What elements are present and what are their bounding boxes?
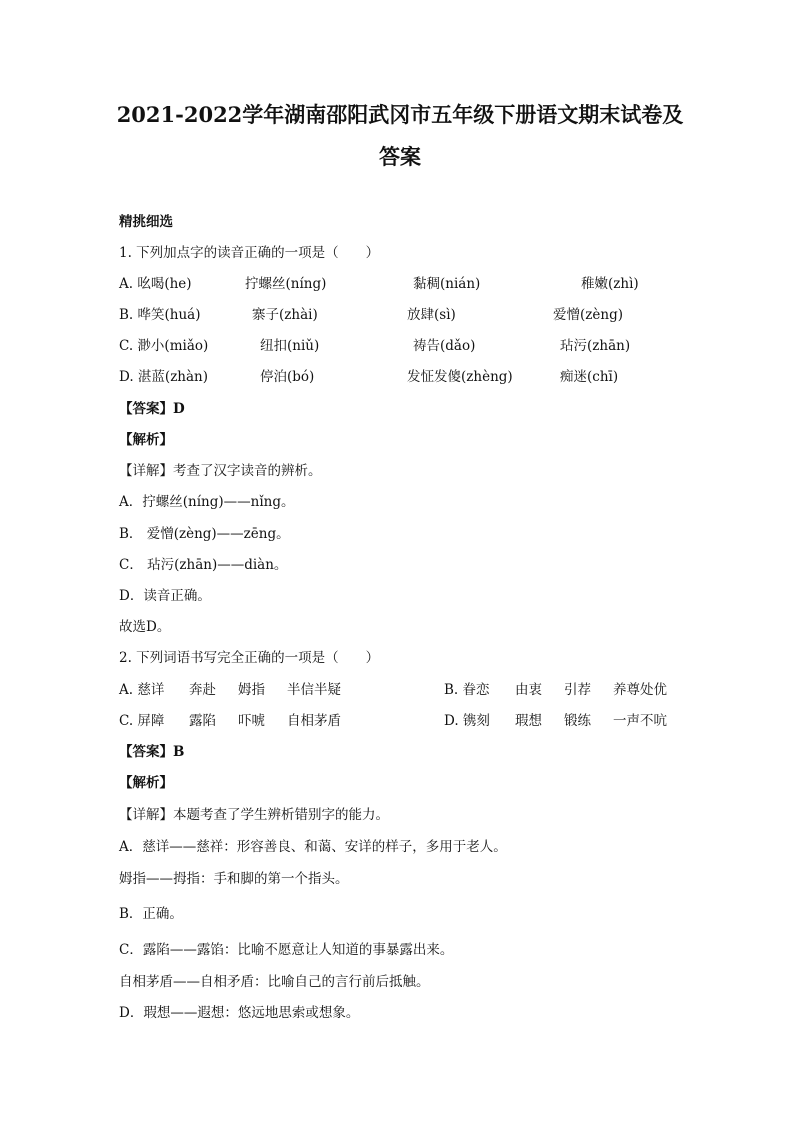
q2-b-word-2: 由衷 <box>515 682 542 698</box>
q1-stem: 1. 下列加点字的读音正确的一项是（ ） <box>119 245 380 261</box>
q1-explain-a: A．拧螺丝(níng)——nǐng。 <box>119 494 295 510</box>
q2-b-word-4: 养尊处优 <box>613 682 667 698</box>
q1-d-word-4: 痴迷(chī) <box>560 369 619 385</box>
q2-a-word-4: 半信半疑 <box>287 682 341 698</box>
q1-d-word-2: 停泊(bó) <box>260 369 315 385</box>
q2-c-word-2: 露陷 <box>189 713 216 729</box>
q1-conclusion: 故选D。 <box>119 619 171 635</box>
q1-a-word-1: A. 吆喝(he) <box>119 276 192 292</box>
q1-b-word-2: 寨子(zhài) <box>252 307 318 323</box>
q1-explain-d: D．读音正确。 <box>119 588 211 604</box>
q2-explain-b: B．正确。 <box>119 906 183 922</box>
q1-a-word-2: 拧螺丝(níng) <box>245 276 327 292</box>
q1-c-word-3: 祷告(dǎo) <box>413 338 476 354</box>
q2-d-word-4: 一声不吭 <box>613 713 667 729</box>
q2-c-word-1: C. 屏障 <box>119 713 165 729</box>
q2-b-word-1: B. 眷恋 <box>444 682 490 698</box>
q2-stem: 2. 下列词语书写完全正确的一项是（ ） <box>119 650 380 666</box>
section-heading: 精挑细选 <box>119 214 173 230</box>
q1-c-word-4: 玷污(zhān) <box>560 338 631 354</box>
q1-a-word-4: 稚嫩(zhì) <box>581 276 639 292</box>
q1-detail: 【详解】考查了汉字读音的辨析。 <box>119 463 322 479</box>
q2-c-word-4: 自相茅盾 <box>287 713 341 729</box>
q1-b-word-4: 爱憎(zèng) <box>553 307 623 323</box>
q1-b-word-3: 放肆(sì) <box>407 307 456 323</box>
q2-a-word-2: 奔赴 <box>189 682 216 698</box>
title-line-1: 2021-2022学年湖南邵阳武冈市五年级下册语文期末试卷及 <box>116 102 684 127</box>
q2-explain-a2: 姆指——拇指：手和脚的第一个指头。 <box>119 871 349 887</box>
q1-c-word-1: C. 渺小(miǎo) <box>119 338 209 354</box>
q2-a-word-3: 姆指 <box>238 682 265 698</box>
q2-answer: 【答案】B <box>119 744 185 760</box>
q1-c-word-2: 纽扣(niǔ) <box>260 338 320 354</box>
q2-detail: 【详解】本题考查了学生辨析错别字的能力。 <box>119 807 389 823</box>
q1-explain-c: C． 玷污(zhān)——diàn。 <box>119 557 288 573</box>
q1-a-word-3: 黏稠(nián) <box>413 276 481 292</box>
q2-d-word-2: 瑕想 <box>515 713 542 729</box>
q2-d-word-1: D. 镌刻 <box>444 713 490 729</box>
q1-analysis-label: 【解析】 <box>119 432 173 448</box>
q1-answer: 【答案】D <box>119 401 185 417</box>
q2-b-word-3: 引荐 <box>564 682 591 698</box>
document-title <box>110 94 690 178</box>
q1-b-word-1: B. 哗笑(huá) <box>119 307 201 323</box>
q2-c-word-3: 吓唬 <box>238 713 265 729</box>
q1-explain-b: B． 爱憎(zèng)——zēng。 <box>119 526 290 542</box>
q2-explain-c2: 自相茅盾——自相矛盾：比喻自己的言行前后抵触。 <box>119 974 430 990</box>
q2-explain-a1: A．慈详——慈祥：形容善良、和蔼、安详的样子，多用于老人。 <box>119 839 507 855</box>
q2-analysis-label: 【解析】 <box>119 775 173 791</box>
q1-d-word-3: 发怔发傻(zhèng) <box>407 369 513 385</box>
title-line-2: 答案 <box>379 144 421 169</box>
q2-explain-d: D．瑕想——遐想：悠远地思索或想象。 <box>119 1005 360 1021</box>
q2-a-word-1: A. 慈详 <box>119 682 165 698</box>
q1-d-word-1: D. 湛蓝(zhàn) <box>119 369 209 385</box>
q2-explain-c1: C．露陷——露馅：比喻不愿意让人知道的事暴露出来。 <box>119 942 454 958</box>
q2-d-word-3: 锻练 <box>564 713 591 729</box>
